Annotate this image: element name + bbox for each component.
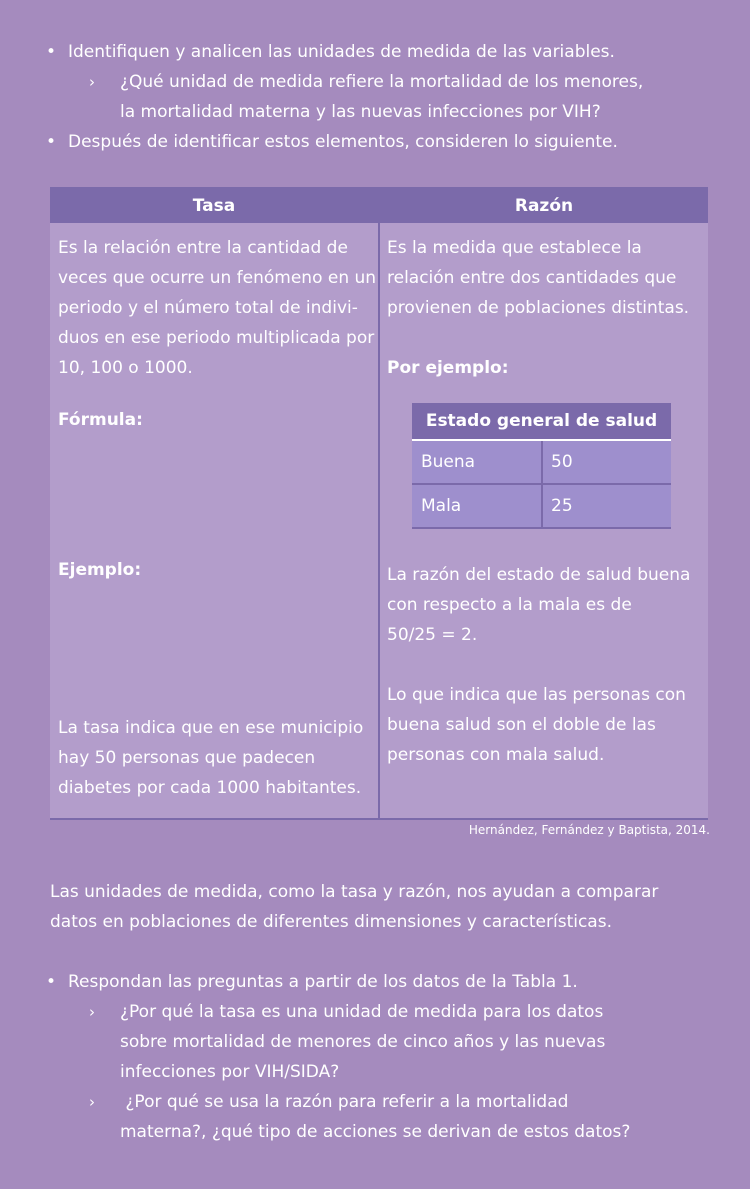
razon-result-line: con respecto a la mala es de — [387, 595, 632, 615]
tasa-definition-line: Es la relación entre la cantidad de — [58, 238, 348, 258]
tasa-definition-line: 10, 100 o 1000. — [58, 358, 193, 378]
tasa-example-line: diabetes por cada 1000 habitantes. — [58, 778, 362, 798]
list-item-consider: Después de identificar estos elementos, consideren lo siguiente. — [68, 132, 618, 152]
razon-result-line: 50/25 = 2. — [387, 625, 478, 645]
razon-definition-line: relación entre dos cantidades que — [387, 268, 677, 288]
tasa-definition-line: veces que ocurre un fenómeno en un — [58, 268, 377, 288]
razon-meaning-line: personas con mala salud. — [387, 745, 605, 765]
chevron-right-icon: › — [89, 73, 95, 91]
razon-meaning-line: buena salud son el doble de las — [387, 715, 656, 735]
sub-question-line: materna?, ¿qué tipo de acciones se derivan de estos datos? — [120, 1122, 631, 1142]
sub-question-line: infecciones por VIH/SIDA? — [120, 1062, 340, 1082]
chevron-right-icon: › — [89, 1093, 95, 1111]
razon-definition-line: Es la medida que establece la — [387, 238, 642, 258]
bullet-dot: • — [46, 42, 57, 62]
health-table-divider — [541, 441, 543, 527]
health-table-header — [412, 403, 671, 441]
row-value: 50 — [551, 452, 573, 472]
row-value: 25 — [551, 496, 573, 516]
ejemplo-label: Ejemplo: — [58, 560, 142, 580]
bullet-dot: • — [46, 132, 57, 152]
paragraph-line: Las unidades de medida, como la tasa y razón, nos ayudan a comparar — [50, 882, 659, 902]
formula-label: Fórmula: — [58, 410, 143, 430]
header-razon: Razón — [514, 196, 574, 216]
list-item-identify: Identifiquen y analicen las unidades de medida de las variables. — [68, 42, 615, 62]
razon-meaning-line: Lo que indica que las personas con — [387, 685, 686, 705]
sub-question-line: ¿Qué unidad de medida refiere la mortalidad de los menores, — [120, 72, 644, 92]
razon-definition-line: provienen de poblaciones distintas. — [387, 298, 690, 318]
column-divider — [378, 189, 380, 818]
sub-question-line: ¿Por qué la tasa es una unidad de medida para los datos — [120, 1002, 604, 1022]
list-item-respond: Respondan las preguntas a partir de los datos de la Tabla 1. — [68, 972, 578, 992]
sub-question-line: ¿Por qué se usa la razón para referir a la mortalidad — [120, 1092, 569, 1112]
por-ejemplo-label: Por ejemplo: — [387, 358, 509, 378]
health-table-title: Estado general de salud — [425, 411, 658, 431]
health-status-table — [412, 403, 671, 527]
razon-result-line: La razón del estado de salud buena — [387, 565, 691, 585]
row-label: Mala — [421, 496, 462, 516]
sub-question-line: la mortalidad materna y las nuevas infecciones por VIH? — [120, 102, 601, 122]
tasa-definition-line: duos en ese periodo multiplicada por — [58, 328, 375, 348]
chevron-right-icon: › — [89, 1003, 95, 1021]
row-label: Buena — [421, 452, 476, 472]
sub-question-line: sobre mortalidad de menores de cinco años y las nuevas — [120, 1032, 606, 1052]
tasa-example-line: La tasa indica que en ese municipio — [58, 718, 364, 738]
header-tasa: Tasa — [192, 196, 236, 216]
tasa-definition-line: periodo y el número total de indivi- — [58, 298, 358, 318]
source-citation: Hernández, Fernández y Baptista, 2014. — [468, 823, 710, 837]
paragraph-line: datos en poblaciones de diferentes dimensiones y características. — [50, 912, 612, 932]
tasa-example-line: hay 50 personas que padecen — [58, 748, 316, 768]
bullet-dot: • — [46, 972, 57, 992]
